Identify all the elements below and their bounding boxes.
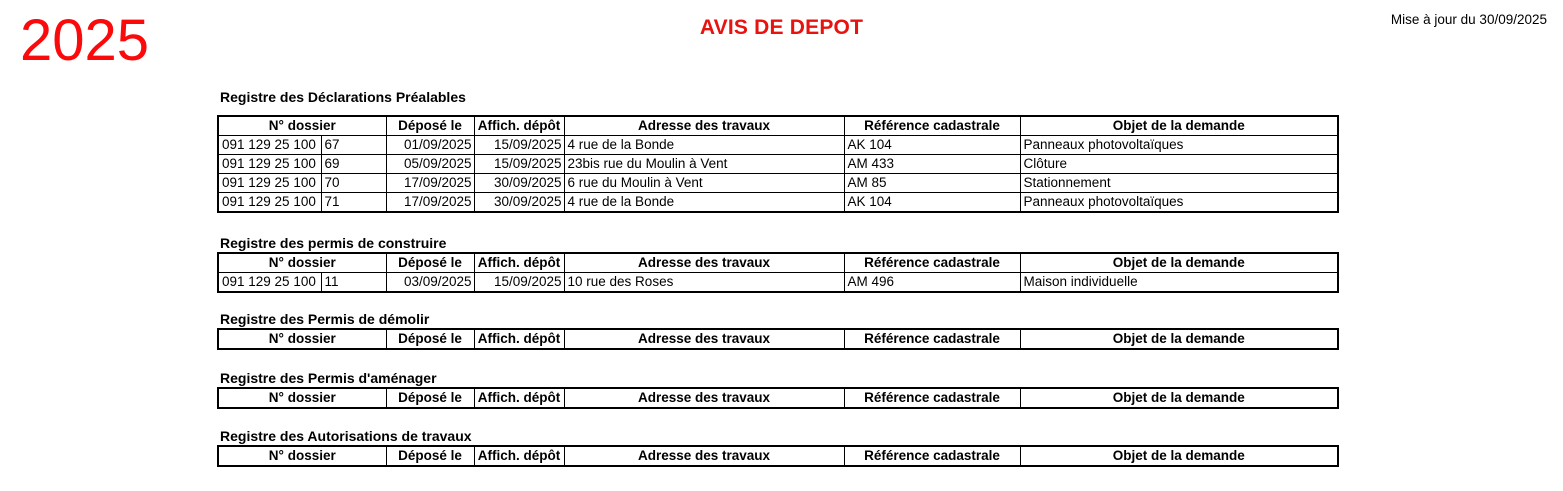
col-header-reference: Référence cadastrale — [844, 253, 1020, 273]
col-header-depose: Déposé le — [386, 446, 474, 466]
cell-dossier-num: 70 — [321, 174, 386, 193]
col-header-depose: Déposé le — [386, 388, 474, 408]
col-header-reference: Référence cadastrale — [844, 388, 1020, 408]
col-header-dossier: N° dossier — [218, 253, 386, 273]
col-header-adresse: Adresse des travaux — [564, 446, 844, 466]
section-title: Registre des Permis d'aménager — [220, 370, 437, 386]
cell-dossier-num: 67 — [321, 136, 386, 155]
register-table — [217, 252, 1339, 293]
updated-date: Mise à jour du 30/09/2025 — [1390, 12, 1547, 27]
table-header-row — [218, 446, 1338, 466]
cell-dossier-prefix: 091 129 25 100 — [218, 174, 321, 193]
cell-adresse: 6 rue du Moulin à Vent — [564, 174, 844, 193]
cell-objet: Clôture — [1020, 155, 1338, 174]
col-header-objet: Objet de la demande — [1020, 329, 1338, 349]
cell-dossier-prefix: 091 129 25 100 — [218, 155, 321, 174]
cell-reference-cadastrale: AM 433 — [844, 155, 1020, 174]
cell-dossier-prefix: 091 129 25 100 — [218, 136, 321, 155]
col-header-affich: Affich. dépôt — [474, 446, 564, 466]
cell-dossier-prefix: 091 129 25 100 — [218, 193, 321, 213]
table-header-row — [218, 388, 1338, 408]
table-header-row — [218, 116, 1338, 136]
col-header-dossier: N° dossier — [218, 116, 386, 136]
cell-reference-cadastrale: AM 85 — [844, 174, 1020, 193]
section-title: Registre des Déclarations Préalables — [220, 89, 466, 105]
col-header-affich: Affich. dépôt — [474, 388, 564, 408]
cell-depose-le: 17/09/2025 — [386, 174, 474, 193]
table-header-row — [218, 253, 1338, 273]
section-title: Registre des Autorisations de travaux — [220, 428, 472, 444]
cell-objet: Stationnement — [1020, 174, 1338, 193]
table-header-row — [218, 329, 1338, 349]
cell-dossier-prefix: 091 129 25 100 — [218, 273, 321, 293]
cell-adresse: 23bis rue du Moulin à Vent — [564, 155, 844, 174]
col-header-affich: Affich. dépôt — [474, 329, 564, 349]
register-table — [217, 328, 1339, 350]
table-row — [218, 273, 1338, 293]
col-header-adresse: Adresse des travaux — [564, 329, 844, 349]
col-header-objet: Objet de la demande — [1020, 388, 1338, 408]
section-title: Registre des Permis de démolir — [220, 311, 430, 327]
cell-dossier-num: 11 — [321, 273, 386, 293]
cell-objet: Panneaux photovoltaïques — [1020, 193, 1338, 213]
col-header-objet: Objet de la demande — [1020, 116, 1338, 136]
col-header-reference: Référence cadastrale — [844, 329, 1020, 349]
document-title: AVIS DE DEPOT — [699, 16, 864, 39]
col-header-dossier: N° dossier — [218, 329, 386, 349]
cell-reference-cadastrale: AK 104 — [844, 193, 1020, 213]
col-header-dossier: N° dossier — [218, 446, 386, 466]
cell-dossier-num: 69 — [321, 155, 386, 174]
cell-reference-cadastrale: AM 496 — [844, 273, 1020, 293]
col-header-objet: Objet de la demande — [1020, 253, 1338, 273]
col-header-depose: Déposé le — [386, 253, 474, 273]
cell-affich-depot: 30/09/2025 — [474, 174, 564, 193]
col-header-adresse: Adresse des travaux — [564, 253, 844, 273]
col-header-adresse: Adresse des travaux — [564, 116, 844, 136]
table-row — [218, 193, 1338, 213]
col-header-reference: Référence cadastrale — [844, 446, 1020, 466]
cell-affich-depot: 15/09/2025 — [474, 273, 564, 293]
cell-reference-cadastrale: AK 104 — [844, 136, 1020, 155]
year-label: 2025 — [20, 8, 150, 73]
cell-depose-le: 17/09/2025 — [386, 193, 474, 213]
cell-affich-depot: 30/09/2025 — [474, 193, 564, 213]
register-table — [217, 115, 1339, 213]
col-header-affich: Affich. dépôt — [474, 116, 564, 136]
register-section — [217, 428, 1338, 467]
register-section — [217, 89, 1338, 213]
cell-depose-le: 01/09/2025 — [386, 136, 474, 155]
col-header-objet: Objet de la demande — [1020, 446, 1338, 466]
cell-depose-le: 03/09/2025 — [386, 273, 474, 293]
col-header-depose: Déposé le — [386, 116, 474, 136]
col-header-affich: Affich. dépôt — [474, 253, 564, 273]
cell-objet: Panneaux photovoltaïques — [1020, 136, 1338, 155]
section-title: Registre des permis de construire — [220, 235, 447, 251]
cell-adresse: 4 rue de la Bonde — [564, 193, 844, 213]
register-section — [217, 311, 1338, 350]
register-table — [217, 445, 1339, 467]
cell-affich-depot: 15/09/2025 — [474, 155, 564, 174]
register-section — [217, 235, 1338, 293]
table-row — [218, 155, 1338, 174]
cell-objet: Maison individuelle — [1020, 273, 1338, 293]
col-header-depose: Déposé le — [386, 329, 474, 349]
register-section — [217, 370, 1338, 409]
cell-adresse: 10 rue des Roses — [564, 273, 844, 293]
cell-affich-depot: 15/09/2025 — [474, 136, 564, 155]
cell-adresse: 4 rue de la Bonde — [564, 136, 844, 155]
table-row — [218, 174, 1338, 193]
cell-dossier-num: 71 — [321, 193, 386, 213]
cell-depose-le: 05/09/2025 — [386, 155, 474, 174]
col-header-adresse: Adresse des travaux — [564, 388, 844, 408]
col-header-reference: Référence cadastrale — [844, 116, 1020, 136]
col-header-dossier: N° dossier — [218, 388, 386, 408]
table-row — [218, 136, 1338, 155]
register-table — [217, 387, 1339, 409]
